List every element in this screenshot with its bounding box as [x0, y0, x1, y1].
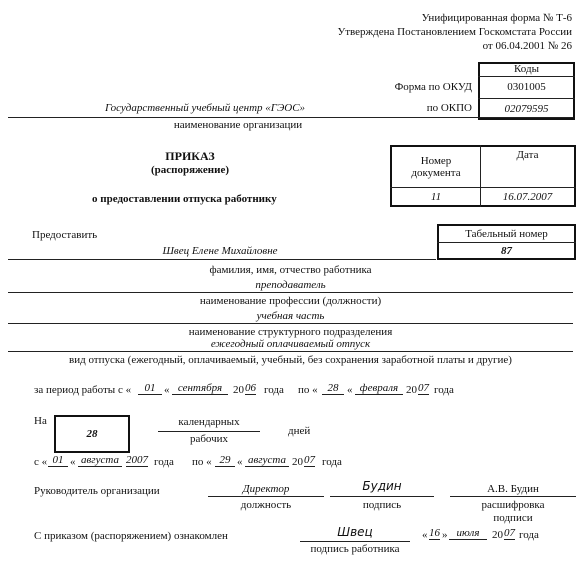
okpo-label: по ОКПО — [426, 102, 472, 114]
employee-name-caption: фамилия, имя, отчество работника — [209, 264, 372, 276]
head-signature: Будин — [362, 479, 402, 493]
ack-year-suffix: 07 — [504, 527, 515, 539]
order-table-hdivider — [390, 187, 576, 188]
employee-position: преподаватель — [255, 279, 326, 291]
organization-caption: наименование организации — [173, 119, 303, 131]
calendar-working-divider — [158, 431, 260, 432]
tab-number-value: 87 — [501, 245, 512, 257]
period-quote: « — [347, 384, 353, 396]
days-value: 28 — [86, 428, 98, 440]
dates-quote: « — [237, 456, 243, 468]
ack-year-word: года — [519, 529, 539, 541]
start-day: 01 — [48, 454, 68, 467]
period-quote: « — [164, 384, 170, 396]
employee-name-underline — [8, 259, 436, 260]
period-to-day: 28 — [322, 382, 344, 395]
head-name: А.В. Будин — [487, 483, 539, 495]
end-year-prefix: 20 — [292, 456, 303, 468]
order-number-value: 11 — [430, 191, 442, 203]
leave-type: ежегодный оплачиваемый отпуск — [210, 338, 371, 350]
dates-year-word: года — [322, 456, 342, 468]
ack-month: июля — [449, 527, 487, 540]
period-from-day: 01 — [138, 382, 162, 395]
dates-from-prefix: с « — [34, 456, 48, 468]
date-header: Дата — [516, 149, 539, 161]
dates-year-word: года — [154, 456, 174, 468]
start-month: августа — [78, 454, 122, 467]
ack-year-prefix: 20 — [492, 529, 503, 541]
department-underline — [8, 323, 573, 324]
head-name-line — [450, 496, 576, 497]
employee-signature-caption: подпись работника — [310, 543, 400, 555]
period-to-year-suffix: 07 — [418, 382, 429, 394]
period-prefix: за период работы с « — [34, 384, 132, 396]
grant-label: Предоставить — [32, 229, 98, 241]
employee-signature-line — [300, 541, 410, 542]
order-date-value: 16.07.2007 — [502, 191, 553, 203]
start-year: 2007 — [126, 454, 148, 466]
dates-quote: « — [70, 456, 76, 468]
tab-number-header: Табельный номер — [465, 227, 548, 240]
number-header: Номер документа — [411, 155, 461, 179]
head-label: Руководитель организации — [34, 485, 160, 497]
order-subject: о предоставлении отпуска работнику — [92, 193, 277, 205]
employee-signature: Швец — [337, 525, 373, 539]
organization-name: Государственный учебный центр «ГЭОС» — [104, 102, 306, 114]
employee-name: Швец Елене Михайловне — [162, 245, 278, 257]
approval-line: Утверждена Постановлением Госкомстата России — [337, 26, 572, 38]
end-month: августа — [245, 454, 289, 467]
ack-label: С приказом (распоряжением) ознакомлен — [34, 530, 228, 542]
order-title: ПРИКАЗ — [165, 149, 215, 163]
leave-type-underline — [8, 351, 573, 352]
signature-caption: подпись — [362, 499, 402, 511]
approval-date-line: от 06.04.2001 № 26 — [482, 40, 572, 52]
period-from-year-suffix: 06 — [245, 382, 256, 394]
decode-caption: расшифровка подписи — [481, 499, 545, 524]
head-position: Директор — [242, 483, 290, 495]
dates-to-prefix: по « — [192, 456, 212, 468]
okud-value: 0301005 — [507, 81, 546, 93]
head-position-line — [208, 496, 324, 497]
okud-label: Форма по ОКУД — [394, 81, 472, 93]
order-subtitle: (распоряжение) — [150, 164, 229, 176]
period-from-year-prefix: 20 — [233, 384, 244, 396]
okpo-value: 02079595 — [504, 103, 549, 115]
position-caption: наименование профессии (должности) — [199, 295, 382, 307]
period-to-year-prefix: 20 — [406, 384, 417, 396]
ack-day: 16 — [429, 527, 440, 539]
form-number-line: Унифицированная форма № Т-6 — [421, 12, 572, 24]
leave-type-caption: вид отпуска (ежегодный, оплачиваемый, учебный, без сохранения заработной платы и другие) — [69, 354, 512, 366]
position-caption: должность — [240, 499, 292, 511]
days-word: дней — [288, 425, 311, 437]
position-underline — [8, 292, 573, 293]
organization-underline — [8, 117, 573, 118]
period-year-word: года — [264, 384, 284, 396]
codes-title: Коды — [514, 63, 539, 75]
duration-na-label: На — [34, 415, 47, 427]
working-days-word: рабочих — [189, 433, 229, 445]
period-year-word: года — [434, 384, 454, 396]
end-day: 29 — [215, 454, 235, 467]
period-to-month: февраля — [355, 382, 403, 395]
period-from-month: сентября — [172, 382, 228, 395]
ack-open-quote: « — [422, 529, 428, 541]
period-to-prefix: по « — [298, 384, 318, 396]
calendar-days-word: календарных — [178, 416, 240, 428]
ack-close-quote: » — [442, 529, 448, 541]
employee-department: учебная часть — [256, 310, 325, 322]
end-year-suffix: 07 — [304, 454, 315, 466]
head-signature-line — [330, 496, 434, 497]
department-caption: наименование структурного подразделения — [188, 326, 393, 338]
